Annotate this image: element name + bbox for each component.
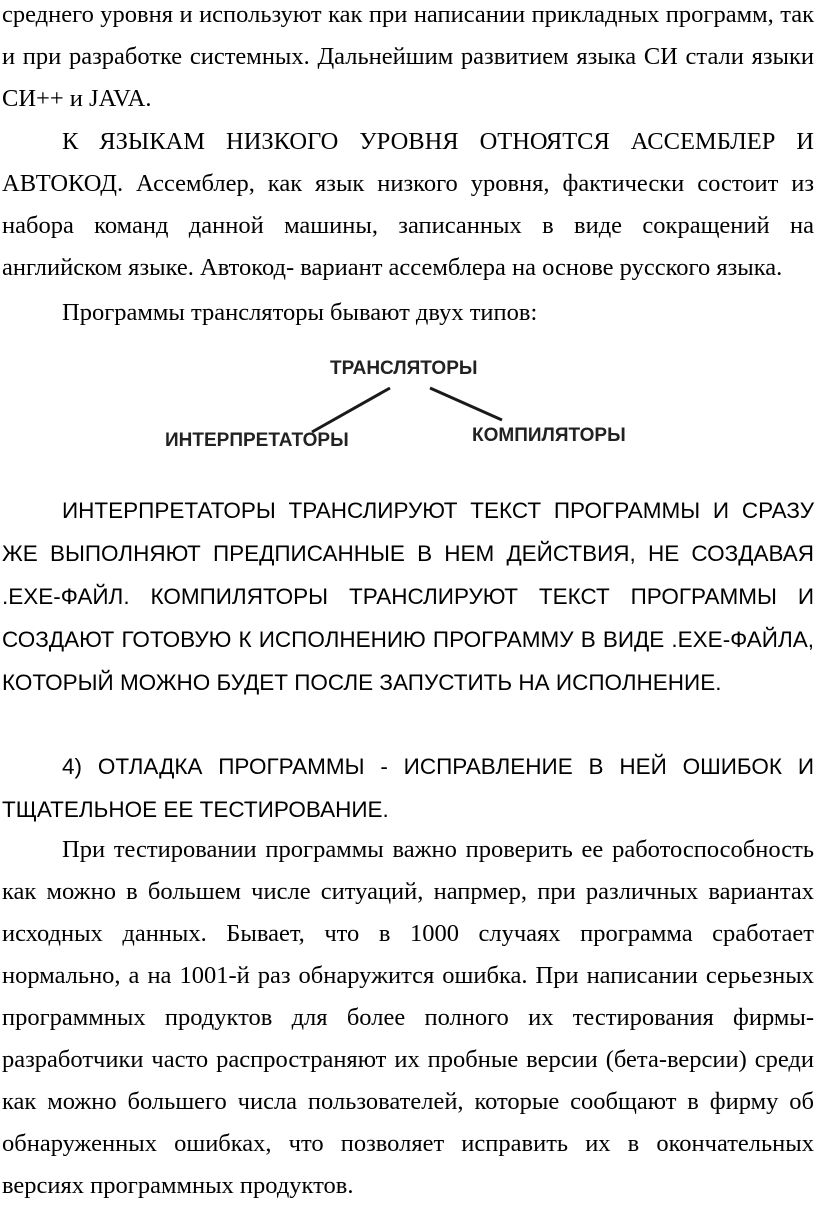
diagram-node-translators: ТРАНСЛЯТОРЫ xyxy=(330,358,478,379)
diagram-node-compilers: КОМПИЛЯТОРЫ xyxy=(472,425,626,446)
paragraph-interpreters-compilers: ИНТЕРПРЕТАТОРЫ ТРАНСЛИРУЮТ ТЕКСТ ПРОГРАММЫ И СРАЗУ ЖЕ ВЫПОЛНЯЮТ ПРЕДПИСАННЫЕ В НЕМ ДЕЙСТВИЯ, НЕ СОЗДАВАЯ .EXE-ФАЙЛ. КОМПИЛЯТОРЫ ТРАНСЛИРУЮТ ТЕКСТ ПРОГРАММЫ И СОЗДАЮТ ГОТОВУЮ К ИСПОЛНЕНИЮ ПРОГРАММУ В ВИДЕ .EXE-ФАЙЛА, КОТОРЫЙ МОЖНО БУДЕТ ПОСЛЕ ЗАПУСТИТЬ НА ИСПОЛНЕНИЕ. xyxy=(2,498,814,695)
paragraph-languages-intro: среднего уровня и используют как при написании прикладных программ, так и при разработке системных. Дальнейшим развитием языка СИ стали языки СИ++ и JAVA. xyxy=(2,1,814,112)
paragraph-debugging: 4) ОТЛАДКА ПРОГРАММЫ - ИСПРАВЛЕНИЕ В НЕЙ ОШИБОК И ТЩАТЕЛЬНОЕ ЕЕ ТЕСТИРОВАНИЕ. xyxy=(2,754,814,822)
translators-diagram xyxy=(150,350,650,470)
paragraph-low-level-languages: К ЯЗЫКАМ НИЗКОГО УРОВНЯ ОТНОЯТСЯ АССЕМБЛЕР И АВТОКОД. Ассемблер, как язык низкого уровня, фактически состоит из набора команд данной машины, записанных в виде сокращений на английском языке. Автокод- вариант ассемблера на основе русского языка. xyxy=(2,128,814,281)
diagram-node-interpreters: ИНТЕРПРЕТАТОРЫ xyxy=(165,430,349,451)
connector-to-compilers xyxy=(430,388,502,420)
paragraph-translator-types: Программы трансляторы бывают двух типов: xyxy=(62,299,538,326)
paragraph-testing: При тестировании программы важно проверить ее работоспособность как можно в большем числе ситуаций, напрмер, при различных вариантах исходных данных. Бывает, что в 1000 случаях программа сработает нормально, а на 1001-й раз обнаружится ошибка. При написании серьезных программных продуктов для более полного их тестирования фирмы-разработчики часто распространяют их пробные версии (бета-версии) среди как можно большего числа пользователей, которые сообщают в фирму об обнаруженных ошибках, что позволяет исправить их в окончательных версиях программных продуктов. xyxy=(2,836,814,1199)
connector-to-interpreters xyxy=(312,388,390,432)
